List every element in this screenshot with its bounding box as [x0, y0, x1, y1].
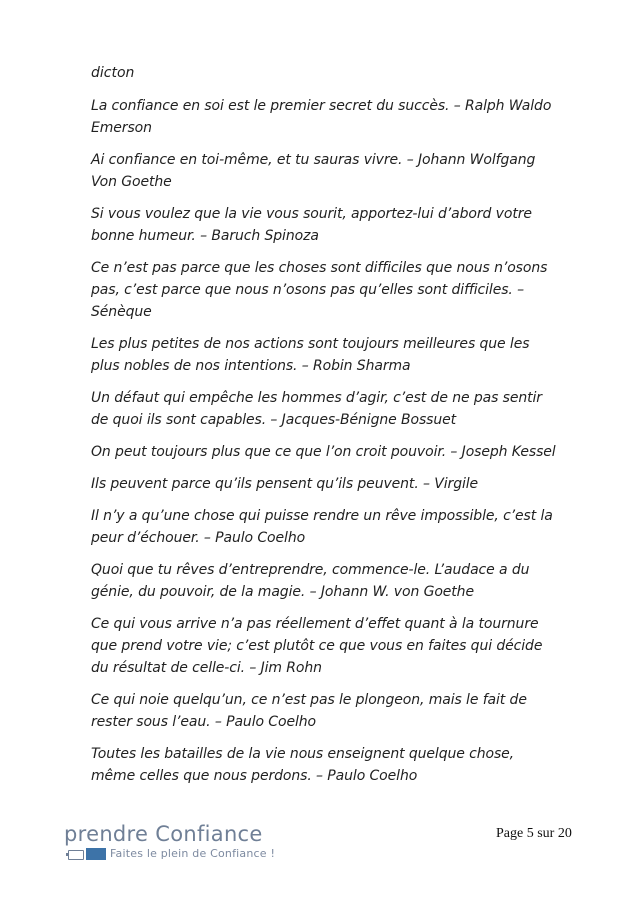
- quote-item: Ce n’est pas parce que les choses sont difficiles que nous n’osons pas, c’est parce que nous n’osons pas qu’elles sont difficiles. – Sénèque: [91, 260, 548, 320]
- brand-name: prendre Confiance: [64, 822, 263, 846]
- brand-logo: [64, 822, 294, 872]
- quote-item: Ce qui vous arrive n’a pas réellement d’effet quant à la tournure que prend votre vie; c’est plutôt ce que vous en faites qui décide du résultat de celle-ci. – Jim Rohn: [91, 616, 543, 676]
- battery-icon: [66, 850, 84, 860]
- quote-item: Quoi que tu rêves d’entreprendre, commence-le. L’audace a du génie, du pouvoir, de la magie. – Johann W. von Goethe: [91, 562, 530, 600]
- quote-item: Ai confiance en toi-même, et tu sauras vivre. – Johann Wolfgang Von Goethe: [91, 152, 536, 190]
- quote-item: Il n’y a qu’une chose qui puisse rendre un rêve impossible, c’est la peur d’échouer. – Paulo Coelho: [91, 508, 553, 546]
- quote-item: Un défaut qui empêche les hommes d’agir, c’est de ne pas sentir de quoi ils sont capables. – Jacques-Bénigne Bossuet: [91, 390, 542, 428]
- section-heading: dicton: [91, 65, 135, 81]
- quote-item: Toutes les batailles de la vie nous enseignent quelque chose, même celles que nous perdons. – Paulo Coelho: [91, 746, 515, 784]
- quote-item: La confiance en soi est le premier secret du succès. – Ralph Waldo Emerson: [91, 98, 552, 136]
- page-number: Page 5 sur 20: [496, 826, 572, 841]
- quote-item: Si vous voulez que la vie vous sourit, apportez-lui d’abord votre bonne humeur. – Baruch Spinoza: [91, 206, 532, 244]
- quote-item: Ce qui noie quelqu’un, ce n’est pas le plongeon, mais le fait de rester sous l’eau. – Paulo Coelho: [91, 692, 527, 730]
- quote-item: Ils peuvent parce qu’ils pensent qu’ils peuvent. – Virgile: [91, 476, 479, 492]
- quote-item: Les plus petites de nos actions sont toujours meilleures que les plus nobles de nos intentions. – Robin Sharma: [91, 336, 530, 374]
- battery-fill-bar: [86, 848, 106, 860]
- brand-tagline: Faites le plein de Confiance !: [110, 847, 276, 860]
- quote-list: [91, 62, 561, 797]
- quote-item: On peut toujours plus que ce que l’on croit pouvoir. – Joseph Kessel: [91, 444, 556, 460]
